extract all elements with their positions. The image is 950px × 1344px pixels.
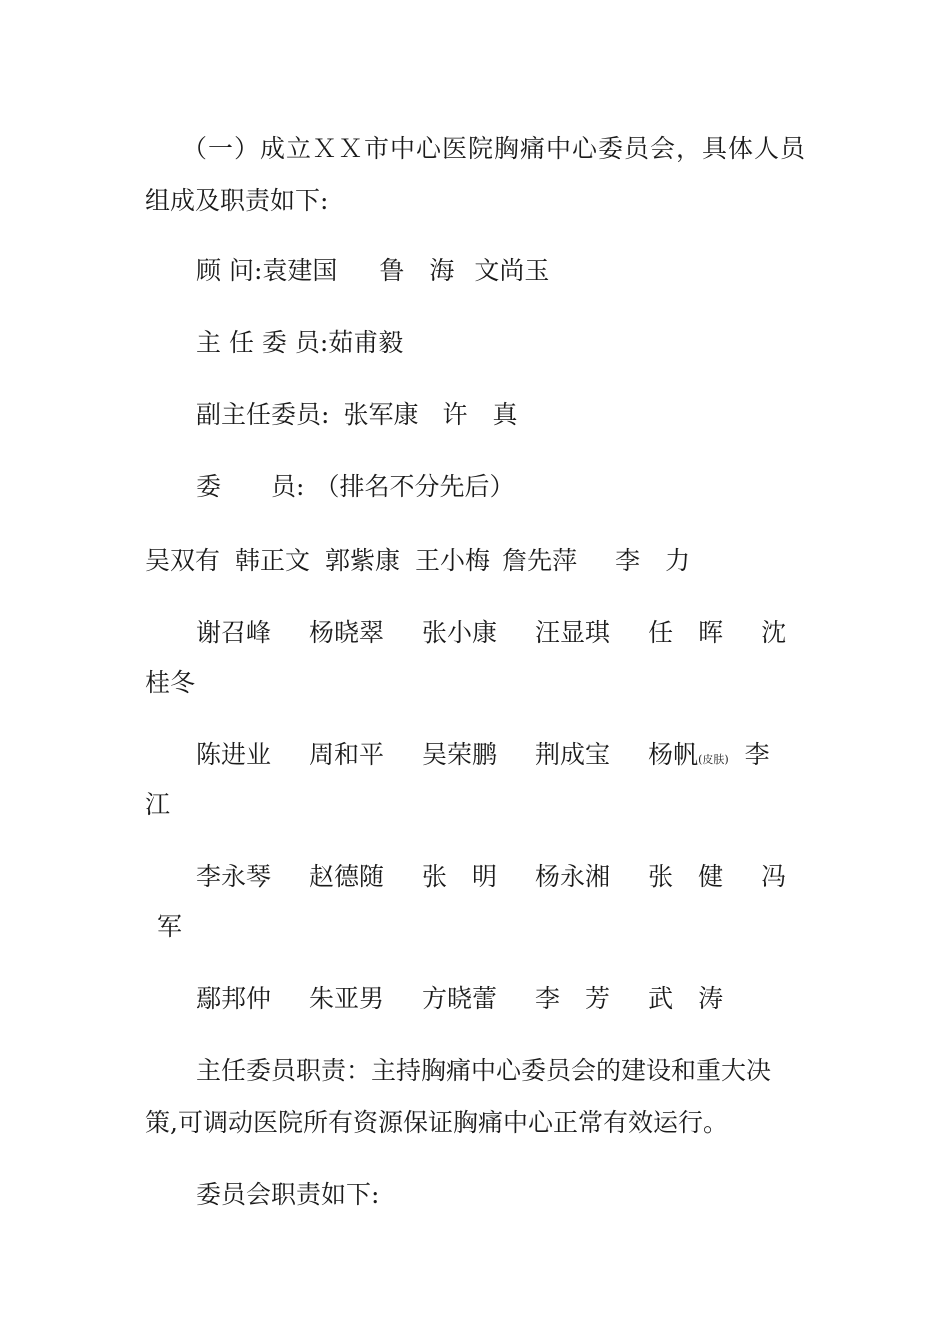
intro-line-2: 组成及职责如下: bbox=[145, 186, 329, 215]
member-name: 杨永湘 bbox=[535, 862, 611, 891]
advisor-name: 鲁 海 bbox=[379, 256, 455, 285]
vice-director-name: 张军康 bbox=[343, 400, 419, 429]
member-name: 汪显琪 bbox=[535, 618, 611, 647]
member-name: 赵德随 bbox=[309, 862, 385, 891]
members-row-2 bbox=[196, 618, 786, 648]
director-duty-line-2: 策,可调动医院所有资源保证胸痛中心正常有效运行。 bbox=[145, 1108, 728, 1137]
members-label: 委 员: bbox=[196, 472, 305, 501]
member-name: 陈进业 bbox=[196, 740, 272, 769]
members-row-1 bbox=[145, 546, 690, 576]
member-name: 杨帆 bbox=[648, 740, 699, 769]
member-name: 张 健 bbox=[648, 862, 724, 891]
member-name: 李永琴 bbox=[196, 862, 272, 891]
member-name: 张 明 bbox=[422, 862, 498, 891]
member-name: 韩正文 bbox=[235, 546, 311, 575]
director-duty-line-1: 主任委员职责：主持胸痛中心委员会的建设和重大决 bbox=[196, 1056, 772, 1085]
director-row bbox=[196, 328, 403, 358]
member-name: 方晓蕾 bbox=[422, 984, 498, 1013]
member-name: 武 涛 bbox=[648, 984, 724, 1013]
member-name: 张小康 bbox=[422, 618, 498, 647]
member-name: 沈 bbox=[761, 618, 787, 647]
member-note: (皮肤) bbox=[698, 753, 729, 766]
member-name: 周和平 bbox=[309, 740, 385, 769]
member-name: 谢召峰 bbox=[196, 618, 272, 647]
member-name: 吴荣鹏 bbox=[422, 740, 498, 769]
vice-director-name: 许 真 bbox=[442, 400, 518, 429]
member-name: 李 芳 bbox=[535, 984, 611, 1013]
member-name: 荆成宝 bbox=[535, 740, 611, 769]
member-name: 吴双有 bbox=[145, 546, 221, 575]
members-row-2-continued: 桂冬 bbox=[145, 668, 196, 697]
members-row-5 bbox=[196, 984, 723, 1014]
member-name: 朱亚男 bbox=[309, 984, 385, 1013]
members-row-3 bbox=[196, 740, 770, 770]
committee-duty-heading: 委员会职责如下: bbox=[196, 1180, 380, 1209]
vice-directors-row bbox=[196, 400, 517, 430]
advisors-label: 顾 问: bbox=[196, 256, 263, 285]
members-row-4-continued: 军 bbox=[157, 912, 183, 941]
members-label-row bbox=[196, 472, 514, 502]
member-name: 李 力 bbox=[615, 546, 691, 575]
member-name: 詹先萍 bbox=[502, 546, 578, 575]
intro-line-1: （一）成立ＸＸ市中心医院胸痛中心委员会，具体人员 bbox=[182, 134, 807, 163]
advisor-name: 文尚玉 bbox=[474, 256, 550, 285]
member-name: 任 晖 bbox=[648, 618, 724, 647]
vice-directors-label: 副主任委员: bbox=[196, 400, 330, 429]
members-note: （排名不分先后） bbox=[314, 472, 515, 501]
member-name: 鄢邦仲 bbox=[196, 984, 272, 1013]
member-name: 郭紫康 bbox=[325, 546, 401, 575]
members-row-4 bbox=[196, 862, 786, 892]
advisors-row bbox=[196, 256, 549, 286]
member-name: 李 bbox=[744, 740, 770, 769]
advisor-name: 袁建国 bbox=[262, 256, 338, 285]
director-name: 茹甫毅 bbox=[328, 328, 404, 357]
member-name: 王小梅 bbox=[415, 546, 491, 575]
members-row-3-continued: 江 bbox=[145, 790, 171, 819]
member-name: 冯 bbox=[761, 862, 787, 891]
member-name: 杨晓翠 bbox=[309, 618, 385, 647]
director-label: 主 任 委 员: bbox=[196, 328, 329, 357]
